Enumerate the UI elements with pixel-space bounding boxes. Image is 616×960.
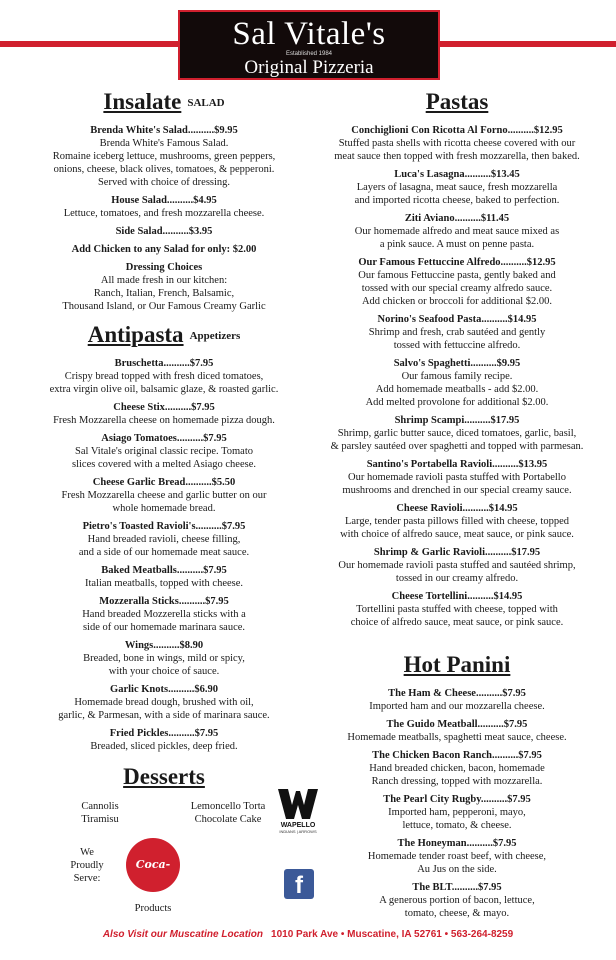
menu-item-description: whole homemade bread. bbox=[112, 503, 216, 514]
footer-address: 1010 Park Ave • Muscatine, IA 52761 • 563-264-8259 bbox=[271, 929, 514, 940]
menu-item-description: Shrimp, garlic butter sauce, diced tomatoes, garlic, basil, bbox=[337, 428, 577, 439]
menu-item-title: Shrimp Scampi..........$17.95 bbox=[394, 415, 520, 426]
coca-cola-logo: Coca-Cola bbox=[126, 838, 180, 892]
menu-item-description: Our homemade ravioli pasta stuffed and sautéed shrimp, bbox=[338, 560, 576, 571]
menu-item-title: The Ham & Cheese..........$7.95 bbox=[388, 688, 526, 699]
dessert-item: Chocolate Cake bbox=[194, 814, 262, 825]
panini-items bbox=[322, 687, 592, 920]
menu-item bbox=[322, 458, 592, 497]
menu-item bbox=[322, 546, 592, 585]
wapello-logo bbox=[275, 787, 321, 834]
menu-item-description: Add melted provolone for additional $2.00. bbox=[365, 397, 549, 408]
menu-item-description: Breaded, sliced pickles, deep fried. bbox=[90, 741, 238, 752]
menu-item-description: Homemade meatballs, spaghetti meat sauce, cheese. bbox=[347, 732, 567, 743]
dressing-line: Thousand Island, or Our Famous Creamy Garlic bbox=[62, 301, 266, 312]
logo-subtitle: Original Pizzeria bbox=[244, 57, 374, 78]
wapello-name: WAPELLO bbox=[280, 822, 316, 829]
pastas-title: Pastas bbox=[425, 89, 489, 114]
menu-item bbox=[36, 432, 292, 471]
panini-header bbox=[322, 651, 592, 682]
menu-item bbox=[322, 256, 592, 308]
menu-item bbox=[36, 520, 292, 559]
menu-item-description: Sal Vitale's original classic recipe. Tomato bbox=[74, 446, 253, 457]
menu-item-description: with choice of alfredo sauce, meat sauce, or pink sauce. bbox=[340, 529, 574, 540]
menu-item-description: tossed with fettuccine alfredo. bbox=[393, 340, 521, 351]
menu-item-description: Lettuce, tomatoes, and fresh mozzarella cheese. bbox=[63, 208, 265, 219]
menu-item bbox=[36, 727, 292, 753]
wapello-tag: INDIANS | ARROWS bbox=[279, 829, 317, 834]
menu-item-title: The Guido Meatball..........$7.95 bbox=[386, 719, 528, 730]
menu-item bbox=[36, 683, 292, 722]
restaurant-logo bbox=[178, 10, 440, 80]
menu-item-title: Our Famous Fettuccine Alfredo..........$12.95 bbox=[358, 257, 556, 268]
menu-item-description: Imported ham, pepperoni, mayo, bbox=[388, 807, 526, 818]
menu-item-description: Served with choice of dressing. bbox=[97, 177, 231, 188]
menu-item-description: Imported ham and our mozzarella cheese. bbox=[369, 701, 545, 712]
menu-item-title: Baked Meatballs..........$7.95 bbox=[101, 565, 227, 576]
menu-item-title: Norino's Seafood Pasta..........$14.95 bbox=[377, 314, 537, 325]
menu-item-description: Our famous Fettuccine pasta, gently baked and bbox=[358, 270, 556, 281]
menu-item-description: Our famous family recipe. bbox=[401, 371, 513, 382]
menu-item-description: Au Jus on the side. bbox=[417, 864, 497, 875]
menu-item-description: and a side of our homemade meat sauce. bbox=[78, 547, 250, 558]
proudly-serve-text bbox=[62, 846, 112, 885]
menu-item bbox=[36, 476, 292, 515]
menu-item-description: lettuce, tomato, & cheese. bbox=[402, 820, 512, 831]
menu-item-title: Bruschetta..........$7.95 bbox=[114, 358, 214, 369]
menu-item bbox=[322, 168, 592, 207]
dressing-title: Dressing Choices bbox=[125, 262, 203, 273]
menu-item bbox=[36, 595, 292, 634]
menu-item-title: Santino's Portabella Ravioli..........$13.95 bbox=[366, 459, 548, 470]
menu-item-description: Add chicken or broccoli for additional $2.00. bbox=[361, 296, 553, 307]
menu-item-title: Pietro's Toasted Ravioli's..........$7.95 bbox=[82, 521, 246, 532]
menu-item-description: Romaine iceberg lettuce, mushrooms, green peppers, bbox=[52, 151, 276, 162]
menu-item-description: a pink sauce. A must on penne pasta. bbox=[379, 239, 535, 250]
desserts-list bbox=[36, 800, 292, 826]
menu-item-description: tomato, cheese, & mayo. bbox=[404, 908, 510, 919]
menu-item bbox=[322, 357, 592, 409]
left-column bbox=[36, 88, 292, 753]
menu-item bbox=[322, 837, 592, 876]
menu-item-title: House Salad..........$4.95 bbox=[111, 195, 217, 206]
menu-item-description: and imported ricotta cheese, baked to perfection. bbox=[354, 195, 560, 206]
menu-item-description: tossed with our special creamy alfredo sauce. bbox=[361, 283, 553, 294]
menu-item-title: Cheese Garlic Bread..........$5.50 bbox=[92, 477, 236, 488]
menu-item-description: Fresh Mozzarella cheese and garlic butter on our bbox=[61, 490, 267, 501]
menu-item bbox=[36, 564, 292, 590]
add-chicken-note: Add Chicken to any Salad for only: $2.00 bbox=[71, 244, 257, 255]
dressing-choices bbox=[36, 261, 292, 313]
insalate-header bbox=[36, 88, 292, 119]
menu-item-title: The Chicken Bacon Ranch..........$7.95 bbox=[372, 750, 542, 761]
antipasta-title: Antipasta bbox=[87, 322, 184, 347]
menu-item-description: choice of alfredo sauce, meat sauce, or pink sauce. bbox=[350, 617, 564, 628]
menu-item-title: Cheese Ravioli..........$14.95 bbox=[396, 503, 518, 514]
insalate-subtitle: SALAD bbox=[187, 97, 225, 109]
menu-item-title: The BLT..........$7.95 bbox=[412, 882, 502, 893]
menu-item bbox=[36, 401, 292, 427]
menu-item-description: A generous portion of bacon, lettuce, bbox=[379, 895, 535, 906]
menu-item bbox=[322, 749, 592, 788]
menu-item bbox=[322, 502, 592, 541]
dessert-item: Cannolis bbox=[81, 801, 119, 812]
pastas-items bbox=[322, 124, 592, 629]
menu-item bbox=[322, 414, 592, 453]
menu-item-title: Conchiglioni Con Ricotta Al Forno..........$12.95 bbox=[351, 125, 563, 136]
menu-item-description: Homemade tender roast beef, with cheese, bbox=[367, 851, 547, 862]
menu-item-description: Add homemade meatballs - add $2.00. bbox=[375, 384, 539, 395]
menu-item-description: Stuffed pasta shells with ricotta cheese covered with our bbox=[338, 138, 576, 149]
menu-item-title: The Pearl City Rugby..........$7.95 bbox=[383, 794, 531, 805]
desserts-title: Desserts bbox=[123, 764, 205, 789]
menu-item-description: with your choice of sauce. bbox=[108, 666, 220, 677]
desserts-section bbox=[36, 763, 292, 826]
menu-item-title: Cheese Tortellini..........$14.95 bbox=[391, 591, 523, 602]
products-label: Products bbox=[134, 903, 172, 914]
menu-item-description: garlic, & Parmesan, with a side of marinara sauce. bbox=[58, 710, 270, 721]
menu-item-description: onions, cheese, black olives, tomatoes, & pepperoni. bbox=[53, 164, 275, 175]
proudly-line: We bbox=[80, 847, 94, 858]
antipasta-items bbox=[36, 357, 292, 753]
menu-item bbox=[322, 718, 592, 744]
proudly-line: Proudly bbox=[70, 860, 104, 871]
pastas-header bbox=[322, 88, 592, 119]
menu-item bbox=[36, 194, 292, 220]
menu-item-title: Salvo's Spaghetti..........$9.95 bbox=[393, 358, 521, 369]
dessert-item: Lemoncello Torta bbox=[190, 801, 266, 812]
menu-item bbox=[322, 212, 592, 251]
menu-item-description: side of our homemade marinara sauce. bbox=[82, 622, 246, 633]
menu-item-description: Ranch dressing, topped with mozzarella. bbox=[371, 776, 543, 787]
footer-visit: Also Visit our Muscatine Location bbox=[102, 929, 264, 940]
antipasta-subtitle: Appetizers bbox=[189, 330, 241, 342]
menu-item bbox=[36, 357, 292, 396]
menu-item-title: Mozzeralla Sticks..........$7.95 bbox=[99, 596, 229, 607]
menu-item-description: Hand breaded ravioli, cheese filling, bbox=[87, 534, 241, 545]
facebook-icon[interactable]: f bbox=[284, 869, 314, 899]
wapello-w-icon bbox=[277, 787, 319, 821]
menu-item bbox=[322, 313, 592, 352]
menu-item-description: Our homemade alfredo and meat sauce mixed as bbox=[354, 226, 560, 237]
menu-item-description: mushrooms and drenched in our special creamy sauce. bbox=[342, 485, 572, 496]
menu-item-description: extra virgin olive oil, balsamic glaze, & roasted garlic. bbox=[49, 384, 279, 395]
menu-item-description: & parsley sautéed over spaghetti and topped with parmesan. bbox=[330, 441, 584, 452]
menu-item-description: Tortellini pasta stuffed with cheese, topped with bbox=[356, 604, 558, 615]
dessert-item: Tiramisu bbox=[81, 814, 119, 825]
dressing-line: All made fresh in our kitchen: bbox=[100, 275, 228, 286]
menu-item bbox=[322, 590, 592, 629]
menu-item-title: Asiago Tomatoes..........$7.95 bbox=[101, 433, 227, 444]
menu-item bbox=[322, 793, 592, 832]
logo-name: Sal Vitale's bbox=[232, 16, 386, 52]
menu-item-title: Shrimp & Garlic Ravioli..........$17.95 bbox=[373, 547, 541, 558]
panini-title: Hot Panini bbox=[403, 652, 511, 677]
menu-item bbox=[36, 124, 292, 189]
menu-item-description: tossed in our creamy alfredo. bbox=[395, 573, 519, 584]
dressing-line: Ranch, Italian, French, Balsamic, bbox=[93, 288, 235, 299]
menu-item bbox=[322, 124, 592, 163]
desserts-header bbox=[36, 763, 292, 794]
menu-item-description: Shrimp and fresh, crab sautéed and gently bbox=[368, 327, 546, 338]
menu-item-description: Hand breaded Mozzerella sticks with a bbox=[82, 609, 246, 620]
menu-item-title: Side Salad..........$3.95 bbox=[115, 226, 213, 237]
menu-item-title: Ziti Aviano..........$11.45 bbox=[404, 213, 510, 224]
menu-item-title: Fried Pickles..........$7.95 bbox=[109, 728, 219, 739]
logo-established: Established 1984 bbox=[285, 51, 333, 57]
menu-item bbox=[36, 639, 292, 678]
proudly-line: Serve: bbox=[73, 873, 101, 884]
menu-item bbox=[36, 225, 292, 238]
menu-item bbox=[322, 881, 592, 920]
antipasta-header bbox=[36, 321, 292, 352]
menu-item-description: Brenda White's Famous Salad. bbox=[99, 138, 229, 149]
menu-item-description: Our homemade ravioli pasta stuffed with Portabello bbox=[348, 472, 566, 483]
menu-item-description: Large, tender pasta pillows filled with cheese, topped bbox=[344, 516, 570, 527]
footer bbox=[0, 929, 616, 940]
right-column bbox=[322, 88, 592, 920]
menu-item-description: Italian meatballs, topped with cheese. bbox=[84, 578, 244, 589]
menu-item-description: Breaded, bone in wings, mild or spicy, bbox=[83, 653, 245, 664]
menu-item-description: Layers of lasagna, meat sauce, fresh mozzarella bbox=[356, 182, 558, 193]
menu-item-title: Wings..........$8.90 bbox=[124, 640, 204, 651]
menu-item-title: Garlic Knots..........$6.90 bbox=[110, 684, 218, 695]
menu-item-description: Homemade bread dough, brushed with oil, bbox=[74, 697, 254, 708]
menu-item-description: Hand breaded chicken, bacon, homemade bbox=[369, 763, 545, 774]
insalate-title: Insalate bbox=[103, 89, 182, 114]
menu-item-title: Cheese Stix..........$7.95 bbox=[113, 402, 215, 413]
menu-item bbox=[322, 687, 592, 713]
menu-item-title: Luca's Lasagna..........$13.45 bbox=[394, 169, 520, 180]
menu-item-description: Crispy bread topped with fresh diced tomatoes, bbox=[64, 371, 264, 382]
menu-item-description: slices covered with a melted Asiago cheese. bbox=[72, 459, 256, 470]
menu-item-description: Fresh Mozzarella cheese on homemade pizza dough. bbox=[53, 415, 275, 426]
menu-item-title: Brenda White's Salad..........$9.95 bbox=[90, 125, 238, 136]
insalate-items bbox=[36, 124, 292, 238]
menu-item-description: meat sauce then topped with fresh mozzarella, then baked. bbox=[334, 151, 580, 162]
menu-item-title: The Honeyman..........$7.95 bbox=[397, 838, 517, 849]
